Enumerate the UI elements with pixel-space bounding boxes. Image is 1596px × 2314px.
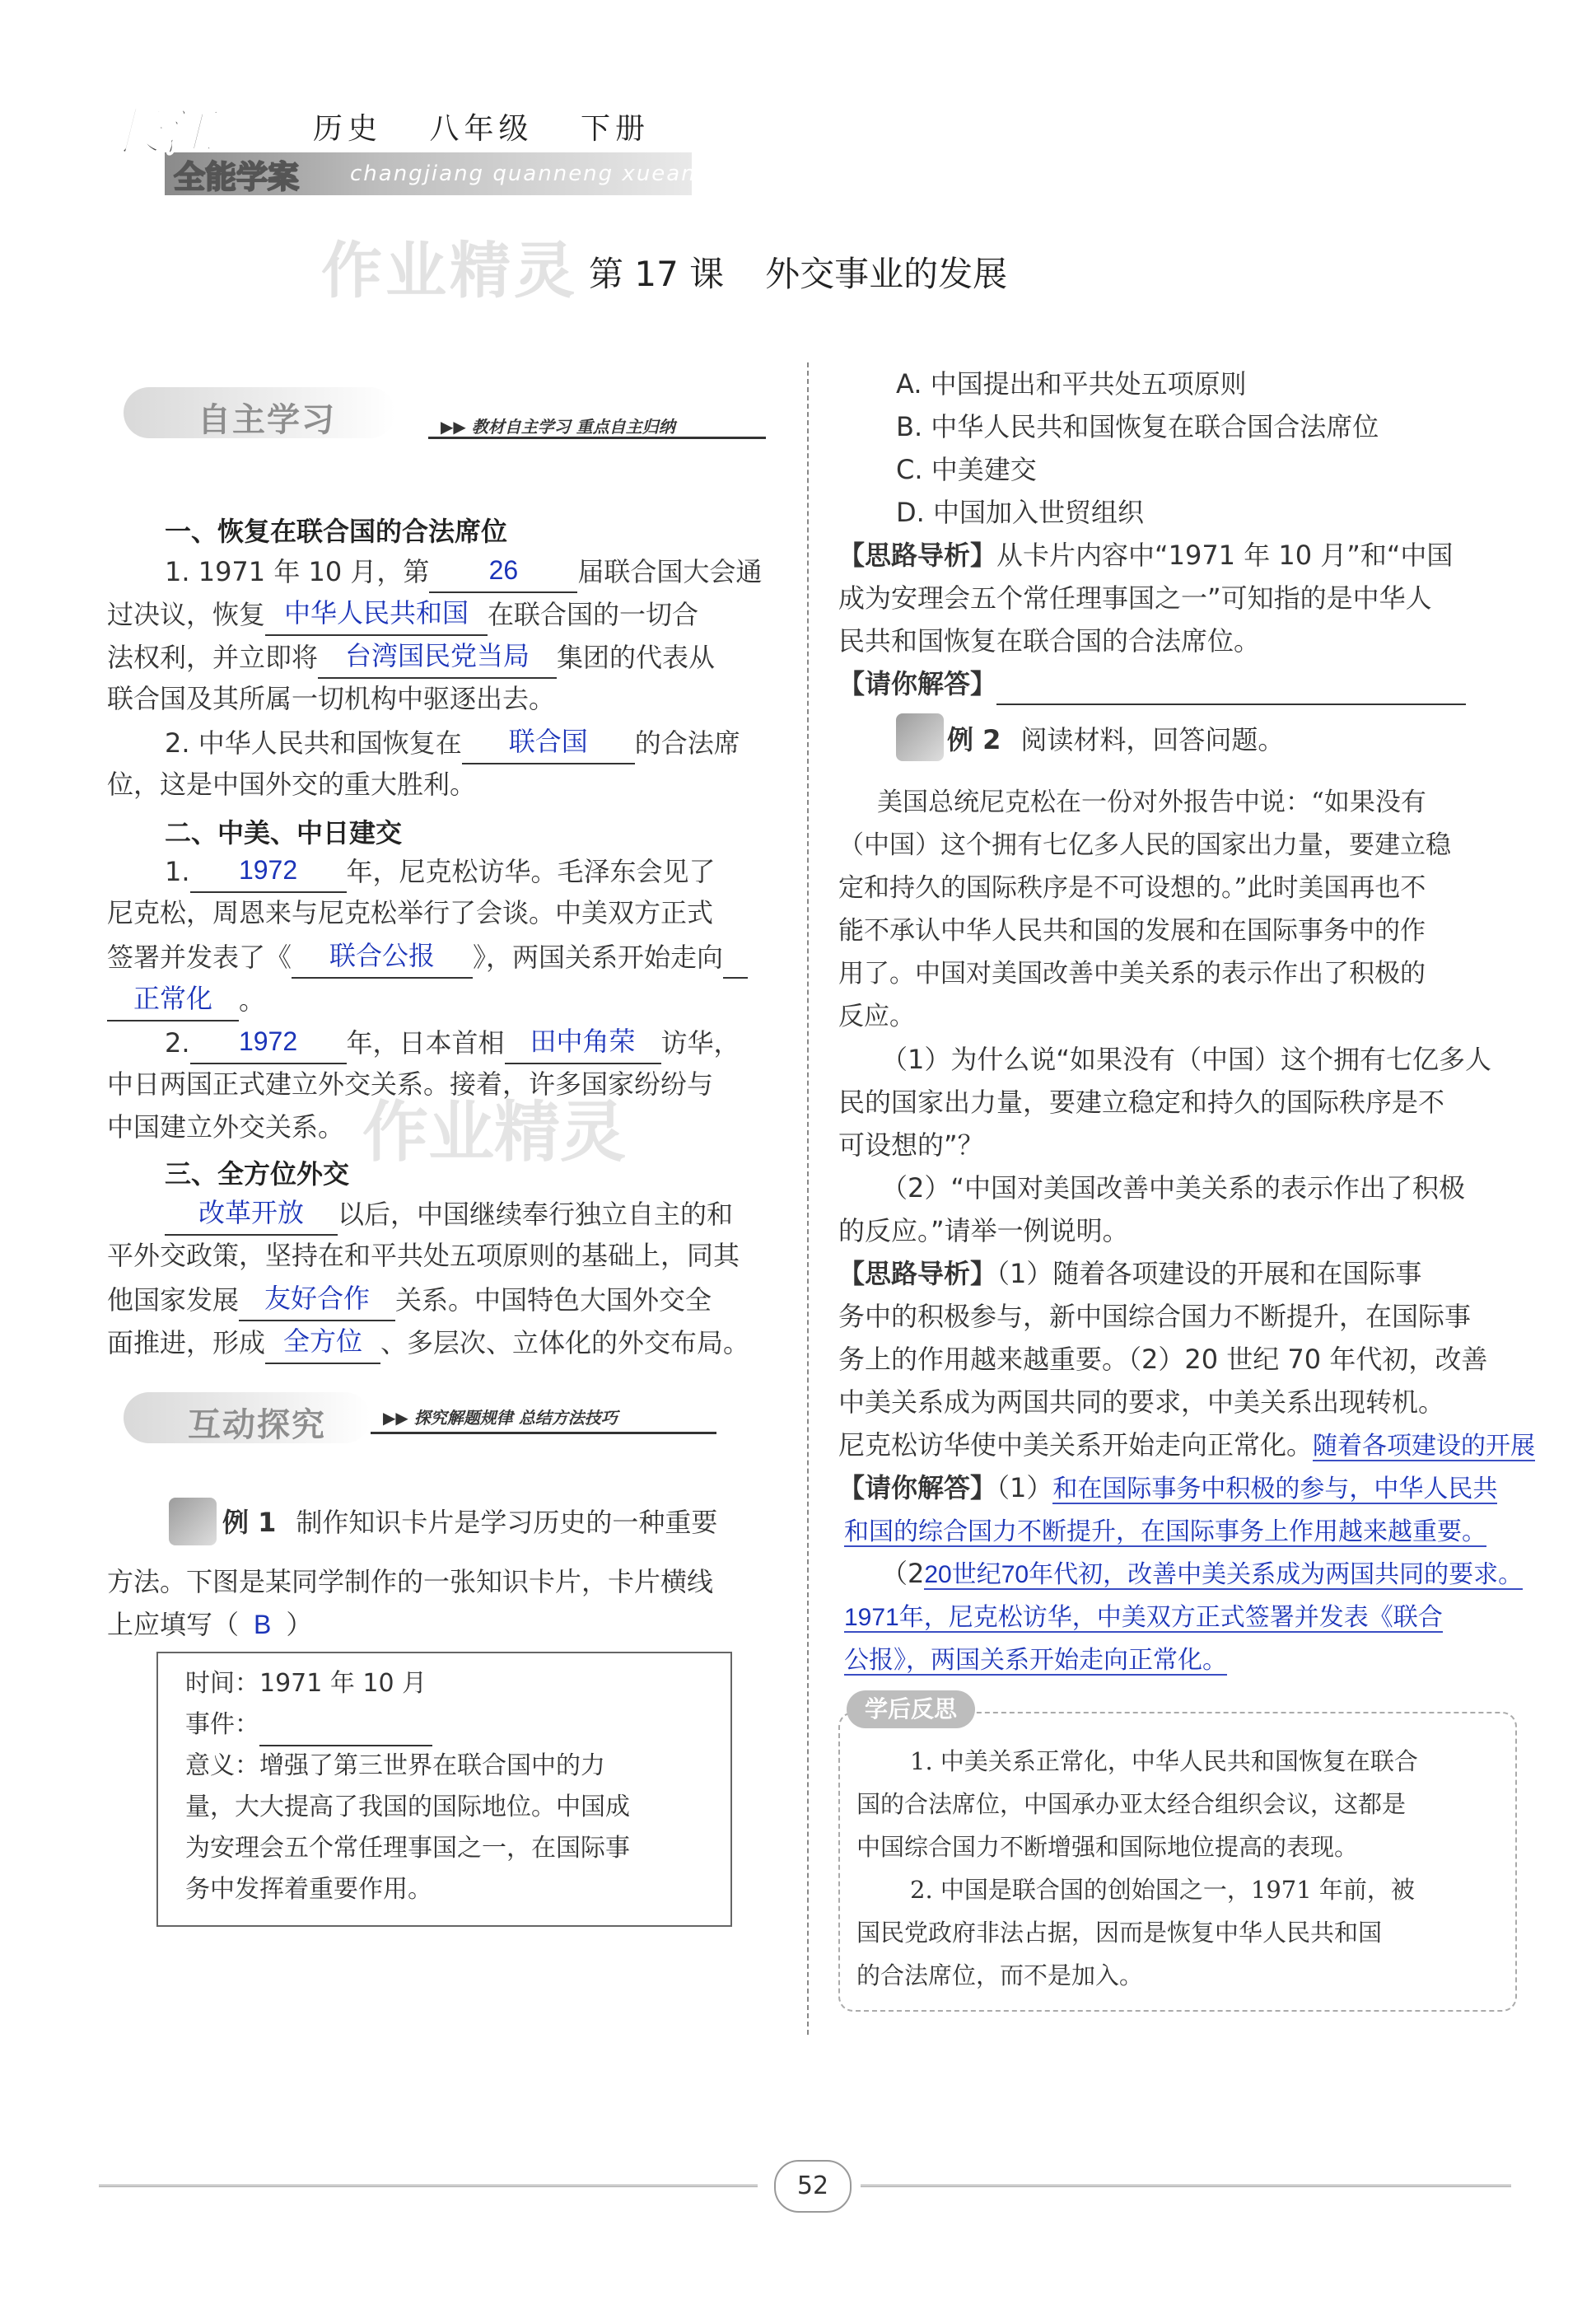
section-1-title: 一、恢复在联合国的合法席位 — [165, 516, 508, 547]
section-3-title: 三、全方位外交 — [165, 1158, 350, 1190]
answer-blank: 改革开放 — [198, 1198, 304, 1227]
material-3: 定和持久的国际秩序是不可设想的。”此时美国再也不 — [838, 873, 1426, 903]
card-significance-2: 量，大大提高了我国的国际地位。中国成 — [185, 1793, 630, 1821]
section-1-q2-line2: 位，这是中国外交的重大胜利。 — [107, 769, 477, 800]
card-time: 时间：1971 年 10 月 — [185, 1669, 427, 1698]
card-event: 事件： — [185, 1704, 432, 1746]
section-2-q2-line2: 中日两国正式建立外交关系。接着，许多国家纷纷与 — [107, 1068, 714, 1100]
section-2-q1-line2: 尼克松，周恩来与尼克松举行了会谈。中美双方正式 — [107, 897, 714, 928]
explore-title: 互动探究 — [188, 1406, 326, 1444]
example-1-line2: 方法。下图是某同学制作的一张知识卡片，卡片横线 — [107, 1566, 714, 1597]
answer-blank: 台湾国民党当局 — [345, 641, 530, 671]
section-1-q1-line2: 过决议，恢复 中华人民共和国 在联合国的一切合 — [107, 591, 791, 636]
section-1-q1-line4: 联合国及其所属一切机构中驱逐出去。 — [107, 683, 556, 714]
section-2-q1-line3: 签署并发表了《 联合公报 》，两国关系开始走向 — [107, 934, 791, 979]
question-2: （2）“中国对美国改善中美关系的表示作出了积极 — [881, 1172, 1465, 1204]
guide-2-line3: 务上的作用越来越重要。（2）20 世纪 70 年代初，改善 — [838, 1344, 1488, 1375]
handwritten-answer-line4: 1971年，尼克松访华，中美双方正式签署并发表《联合 — [844, 1604, 1443, 1631]
reflection-1-line3: 中国综合国力不断增强和国际地位提高的表现。 — [856, 1833, 1359, 1861]
section-1-q1-line3: 法权利，并立即将 台湾国民党当局 集团的代表从 — [107, 634, 791, 679]
svg-text:全能学案: 全能学案 — [174, 159, 300, 195]
card-significance-1: 意义：增强了第三世界在联合国中的力 — [185, 1751, 605, 1780]
example-2: 例 2 阅读材料，回答问题。 — [947, 724, 1285, 755]
section-1-q1: 1. 1971 年 10 月，第 26 届联合国大会通 — [165, 549, 791, 593]
example-1-line3: 上应填写（ B ） — [107, 1609, 313, 1640]
example-1: 例 1 制作知识卡片是学习历史的一种重要 — [222, 1507, 718, 1538]
answer-blank: 1972 — [238, 1026, 298, 1056]
guide-2-line5: 尼克松访华使中美关系开始走向正常化。随着各项建设的开展 — [838, 1429, 1536, 1461]
option-d: D. 中国加入世贸组织 — [896, 497, 1144, 528]
card-significance-4: 务中发挥着重要作用。 — [185, 1875, 432, 1904]
section-2-q2-line3: 中国建立外交关系。 — [107, 1111, 345, 1143]
material-2: （中国）这个拥有七亿多人民的国家出力量，要建立稳 — [838, 830, 1451, 860]
answer-blank: 中华人民共和国 — [284, 598, 469, 628]
watermark-mid: 作业精灵 — [362, 1094, 626, 1171]
question-1: （1）为什么说“如果没有（中国）这个拥有七亿多人 — [881, 1044, 1491, 1075]
answer-choice: B — [254, 1610, 272, 1639]
question-1-line3: 可设想的”？ — [838, 1129, 984, 1161]
handwritten-answer-line2: 和国的综合国力不断提升，在国际事务上作用越来越重要。 — [844, 1518, 1486, 1545]
series-pinyin: changjiang quanneng xuean — [350, 161, 697, 186]
answer-blank: 全方位 — [283, 1326, 363, 1356]
answer-blank: 正常化 — [133, 984, 212, 1013]
guide-1-line2: 成为安理会五个常任理事国之一”可知指的是中华人 — [838, 582, 1432, 614]
answer-blank: 联合国 — [508, 727, 588, 756]
answer-2-part2: （220世纪70年代初，改善中美关系成为两国共同的要求。 — [881, 1558, 1524, 1589]
section-1-q2: 2. 中华人民共和国恢复在 联合国 的合法席 — [165, 720, 791, 764]
section-2-q1-line4: 正常化 。 — [107, 977, 265, 1021]
guide-2-line2: 务中的积极参与，新中国综合国力不断提升，在国际事 — [838, 1301, 1472, 1332]
guide-1: 【思路导析】从卡片内容中“1971 年 10 月”和“中国 — [838, 540, 1454, 571]
page-number: 52 — [774, 2160, 852, 2213]
lesson-number: 第 17 课 — [589, 254, 725, 294]
answer-2: 【请你解答】（1）和在国际事务中积极的参与，中华人民共 — [838, 1472, 1498, 1503]
section-3-line3: 他国家发展 友好合作 关系。中国特色大国外交全 — [107, 1277, 791, 1321]
footer-ornament-left — [99, 2185, 758, 2187]
handwritten-answer: 和在国际事务中积极的参与，中华人民共 — [1052, 1475, 1498, 1503]
answer-blank: 友好合作 — [264, 1283, 371, 1313]
question-1-line2: 民的国家出力量，要建立稳定和持久的国际秩序是不 — [838, 1087, 1445, 1118]
self-study-title: 自主学习 — [198, 401, 336, 439]
card-significance-3: 为安理会五个常任理事国之一，在国际事 — [185, 1834, 630, 1863]
answer-1: 【请你解答】 — [838, 662, 1466, 705]
handwritten-answer: 20世纪70年代初，改善中美关系成为两国共同的要求。 — [924, 1561, 1524, 1588]
handwritten-answer-line5: 公报》，两国关系开始走向正常化。 — [844, 1647, 1227, 1674]
lesson-name: 外交事业的发展 — [765, 254, 1008, 294]
explore-rule — [371, 1432, 716, 1434]
question-2-line2: 的反应。”请举一例说明。 — [838, 1215, 1129, 1246]
column-divider — [807, 362, 809, 2035]
section-2-q1: 1. 1972 年，尼克松访华。毛泽东会见了 — [165, 848, 791, 893]
subject-info — [313, 105, 683, 147]
reflection-2-line2: 国民党政府非法占据，因而是恢复中华人民共和国 — [856, 1919, 1383, 1947]
answer-blank: 联合公报 — [329, 941, 436, 970]
reflection-2: 2. 中国是联合国的创始国之一，1971 年前，被 — [910, 1876, 1415, 1904]
reflection-label: 学后反思 — [847, 1690, 975, 1728]
material-5: 用了。中国对美国改善中美关系的表示作出了积极的 — [838, 959, 1426, 989]
section-2-q2: 2. 1972 年，日本首相 田中角荣 访华， — [165, 1020, 791, 1064]
reflection-1-line2: 国的合法席位，中国承办亚太经合组织会议，这都是 — [856, 1790, 1407, 1818]
explore-tag: ▶▶ 探究解题规律 总结方法技巧 — [383, 1408, 618, 1428]
material-6: 反应。 — [838, 1002, 915, 1031]
section-2-title: 二、中美、中日建交 — [165, 817, 403, 848]
double-arrow-icon: ▶▶ — [383, 1408, 414, 1428]
example-icon — [169, 1498, 217, 1545]
material-4: 能不承认中华人民共和国的发展和在国际事务中的作 — [838, 916, 1426, 946]
watermark: 作业精灵 — [321, 236, 578, 306]
double-arrow-icon: ▶▶ — [441, 417, 472, 437]
lesson-title — [589, 247, 1048, 297]
section-3-line1: 改革开放 以后，中国继续奉行独立自主的和 — [165, 1191, 791, 1236]
guide-2-line4: 中美关系成为两国共同的要求，中美关系出现转机。 — [838, 1386, 1445, 1418]
guide-2: 【思路导析】（1）随着各项建设的开展和在国际事 — [838, 1258, 1422, 1289]
option-c: C. 中美建交 — [896, 454, 1037, 485]
answer-blank: 田中角荣 — [530, 1026, 636, 1056]
example-icon — [896, 713, 944, 761]
guide-1-line3: 民共和国恢复在联合国的合法席位。 — [838, 625, 1261, 657]
section-3-line4: 面推进，形成 全方位 、多层次、立体化的外交布局。 — [107, 1320, 791, 1364]
self-study-tag: ▶▶ 教材自主学习 重点自主归纳 — [441, 417, 675, 437]
option-b: B. 中华人民共和国恢复在联合国合法席位 — [896, 411, 1379, 442]
footer-ornament-right — [861, 2185, 1511, 2187]
material-1: 美国总统尼克松在一份对外报告中说：“如果没有 — [877, 788, 1426, 817]
handwritten-answer: 随着各项建设的开展 — [1313, 1433, 1536, 1460]
svg-text:长江: 长江 — [111, 102, 214, 162]
volume: 下册 — [580, 112, 650, 146]
grade: 八年级 — [429, 112, 534, 146]
answer-blank: 1972 — [238, 855, 298, 885]
subject-name: 历史 — [313, 112, 383, 146]
section-3-line2: 平外交政策，坚持在和平共处五项原则的基础上，同其 — [107, 1240, 740, 1271]
reflection-1: 1. 中美关系正常化，中华人民共和国恢复在联合 — [910, 1747, 1418, 1775]
answer-blank: 26 — [488, 555, 519, 585]
option-a: A. 中国提出和平共处五项原则 — [896, 368, 1247, 400]
reflection-2-line3: 的合法席位，而不是加入。 — [856, 1961, 1144, 1989]
